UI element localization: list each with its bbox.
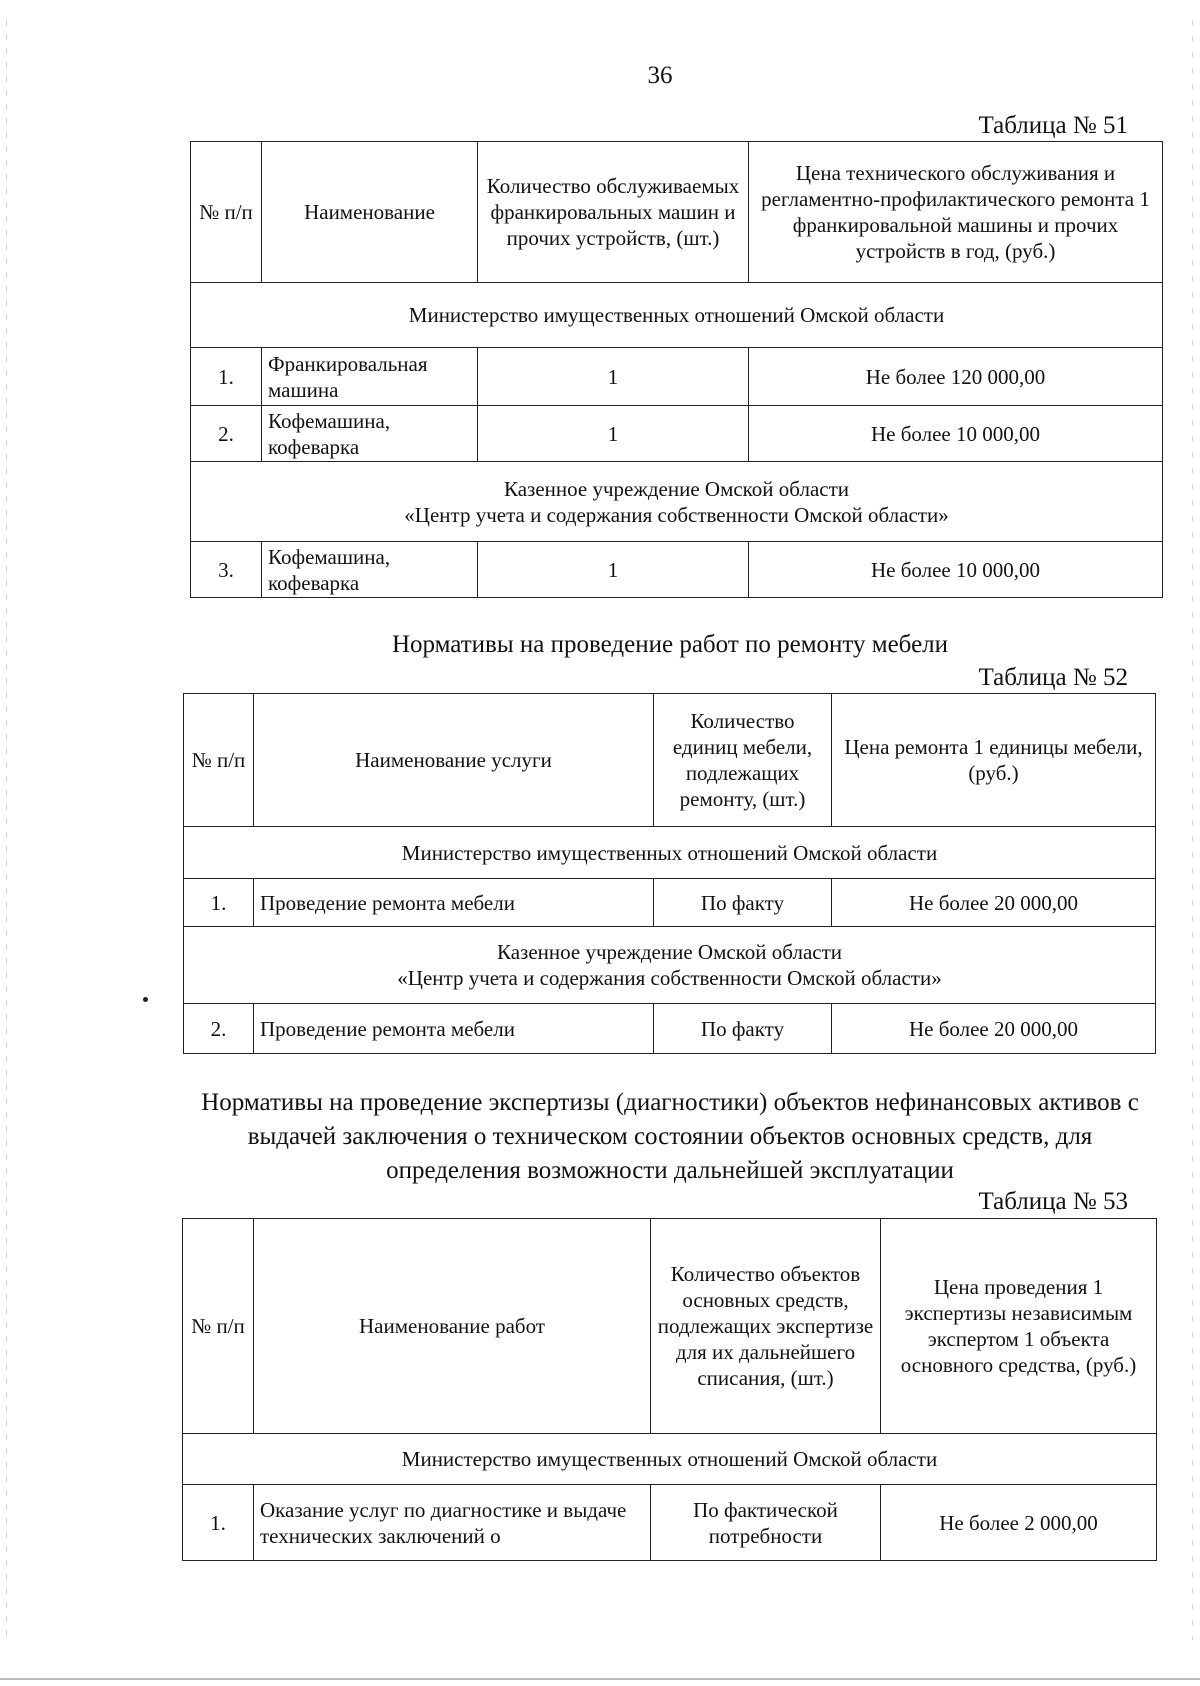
header-quantity: Количество обслуживаемых франкировальных машин и прочих устройств, (шт.)	[478, 142, 749, 283]
row-number: 2.	[184, 1004, 254, 1054]
row-quantity: 1	[478, 348, 749, 406]
header-price: Цена технического обслуживания и регламентно-профилактического ремонта 1 франкировальной машины и прочих устройств в год, (руб.)	[749, 142, 1163, 283]
row-price: Не более 2 000,00	[881, 1485, 1157, 1561]
table-53	[182, 1218, 1157, 1561]
table-row	[183, 1485, 1157, 1561]
row-number: 1.	[183, 1485, 254, 1561]
scan-edge-left	[6, 20, 7, 1640]
header-name: Наименование	[262, 142, 478, 283]
row-price: Не более 20 000,00	[832, 879, 1156, 927]
header-number: № п/п	[191, 142, 262, 283]
table-51-caption: Таблица № 51	[978, 112, 1128, 139]
row-number: 2.	[191, 406, 262, 462]
table-52-title: Нормативы на проведение работ по ремонту мебели	[391, 631, 949, 658]
table-row	[191, 542, 1163, 598]
org-name: Министерство имущественных отношений Омской области	[191, 283, 1163, 348]
org-name-line-1: Казенное учреждение Омской области	[503, 476, 849, 501]
row-number: 1.	[191, 348, 262, 406]
org-row	[184, 827, 1156, 879]
table-51	[190, 141, 1163, 598]
header-quantity: Количество объектов основных средств, подлежащих экспертизе для их дальнейшего списания, (шт.)	[651, 1219, 881, 1434]
scan-edge-right	[1192, 20, 1193, 1640]
table-row	[191, 348, 1163, 406]
org-name-line-1: Казенное учреждение Омской области	[496, 940, 842, 964]
row-number: 1.	[184, 879, 254, 927]
table-header-row	[183, 1219, 1157, 1434]
row-quantity: По фактической потребности	[651, 1485, 881, 1561]
table-52	[183, 693, 1156, 1054]
header-name: Наименование работ	[254, 1219, 651, 1434]
header-price: Цена ремонта 1 единицы мебели, (руб.)	[832, 694, 1156, 827]
row-name: Проведение ремонта мебели	[254, 1004, 654, 1054]
row-quantity: По факту	[654, 1004, 832, 1054]
row-price: Не более 10 000,00	[749, 406, 1163, 462]
table-53-caption: Таблица № 53	[978, 1188, 1128, 1215]
row-price: Не более 120 000,00	[749, 348, 1163, 406]
org-name-line-2: «Центр учета и содержания собственности Омской области»	[404, 502, 949, 527]
header-name: Наименование услуги	[254, 694, 654, 827]
table-row	[184, 879, 1156, 927]
row-name: Проведение ремонта мебели	[254, 879, 654, 927]
org-row	[183, 1434, 1157, 1485]
row-name: Кофемашина, кофеварка	[262, 542, 478, 598]
row-name: Кофемашина, кофеварка	[262, 406, 478, 462]
row-name: Оказание услуг по диагностике и выдаче технических заключений о	[254, 1485, 651, 1561]
header-quantity: Количество единиц мебели, подлежащих ремонту, (шт.)	[654, 694, 832, 827]
table-row	[191, 406, 1163, 462]
header-price: Цена проведения 1 экспертизы независимым экспертом 1 объекта основного средства, (руб.)	[881, 1219, 1157, 1434]
row-price: Не более 20 000,00	[832, 1004, 1156, 1054]
table-53-title: Нормативы на проведение экспертизы (диагностики) объектов нефинансовых активов с выдачей заключения о техническом состоянии объектов основных средств, для определения возможности дальнейшей эксплуатации	[201, 1089, 1139, 1184]
org-row	[184, 927, 1156, 1004]
scan-bottom-edge	[0, 1678, 1200, 1680]
row-quantity: 1	[478, 406, 749, 462]
table-header-row	[191, 142, 1163, 283]
page-number: 36	[647, 62, 673, 89]
table-row	[184, 1004, 1156, 1054]
header-number: № п/п	[184, 694, 254, 827]
table-header-row	[184, 694, 1156, 827]
org-name-line-2: «Центр учета и содержания собственности Омской области»	[397, 966, 942, 990]
scan-speck	[143, 997, 148, 1002]
row-name: Франкировальная машина	[262, 348, 478, 406]
row-price: Не более 10 000,00	[749, 542, 1163, 598]
table-52-caption: Таблица № 52	[978, 664, 1128, 691]
org-name: Министерство имущественных отношений Омской области	[184, 827, 1156, 879]
row-number: 3.	[191, 542, 262, 598]
header-number: № п/п	[183, 1219, 254, 1434]
row-quantity: 1	[478, 542, 749, 598]
org-row	[191, 283, 1163, 348]
org-name: Министерство имущественных отношений Омской области	[183, 1434, 1157, 1485]
org-row	[191, 462, 1163, 542]
row-quantity: По факту	[654, 879, 832, 927]
